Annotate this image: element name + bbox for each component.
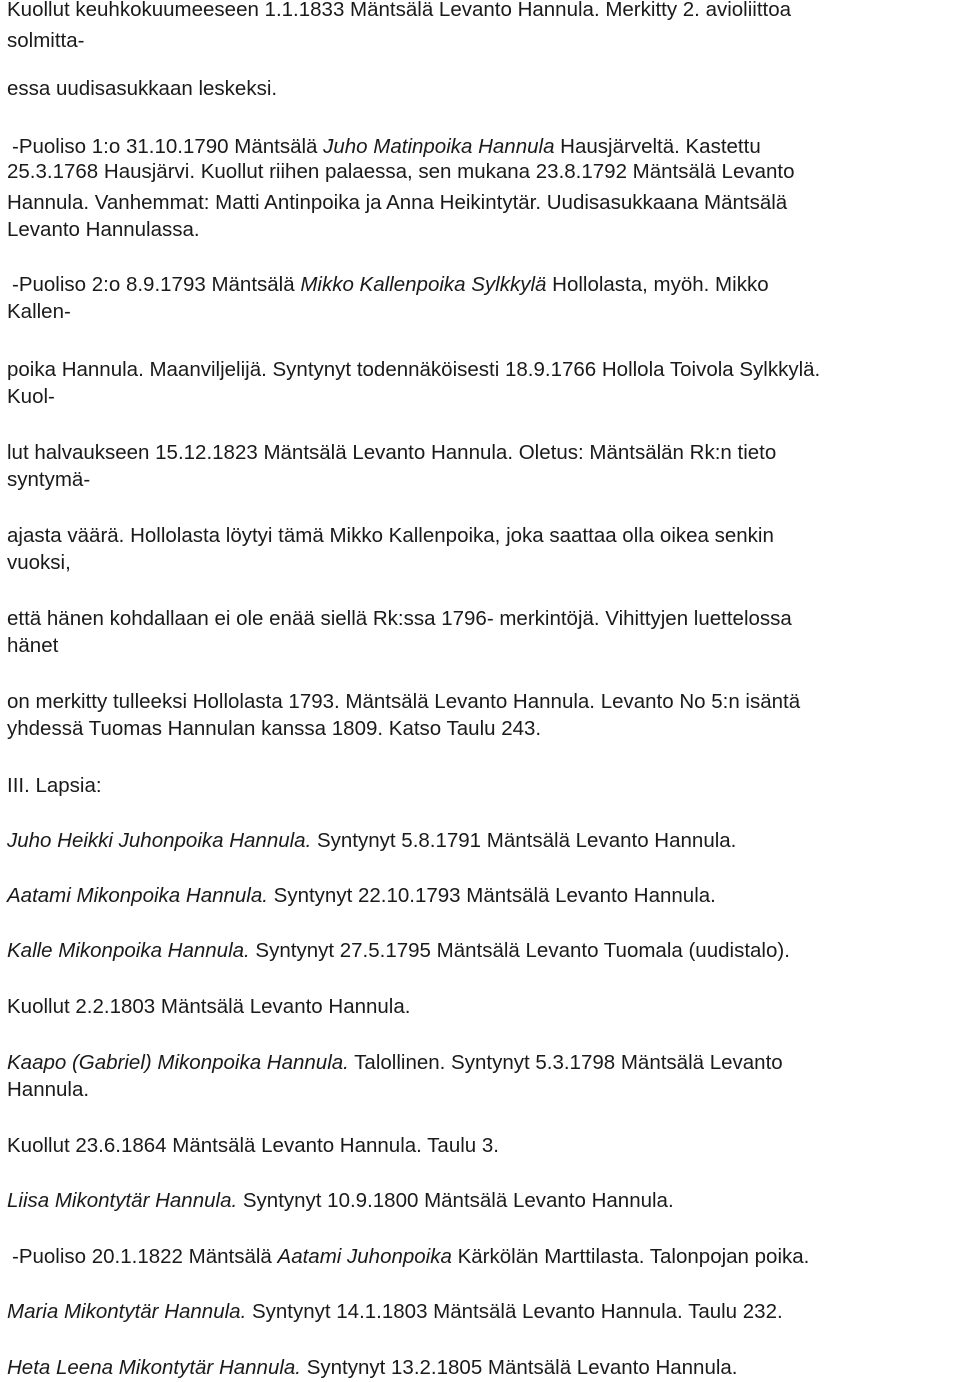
person-name: Kaapo (Gabriel) Mikonpoika Hannula.: [7, 1051, 349, 1074]
text-segment: Talollinen. Syntynyt 5.3.1798 Mäntsälä Levanto: [348, 1051, 783, 1074]
text-segment: Hausjärveltä. Kastettu: [554, 135, 761, 158]
text-segment: Hollolasta, myöh. Mikko: [546, 273, 769, 296]
text-line: [7, 939, 790, 963]
text-segment: Kuollut 23.6.1864 Mäntsälä Levanto Hannula. Taulu 3.: [7, 1134, 499, 1157]
text-segment: III. Lapsia:: [7, 774, 102, 797]
text-segment: Hannula.: [7, 1078, 90, 1101]
text-segment: Kuollut keuhkokuumeeseen 1.1.1833 Mäntsälä Levanto Hannula. Merkitty 2. avioliittoa: [7, 0, 792, 21]
text-line: [7, 551, 71, 575]
text-line: [7, 524, 774, 548]
text-line: [12, 273, 769, 297]
text-segment: syntymä-: [7, 468, 91, 491]
text-segment: -Puoliso 2:o 8.9.1793 Mäntsälä: [12, 273, 301, 296]
text-segment: Syntynyt 27.5.1795 Mäntsälä Levanto Tuomala (uudistalo).: [249, 939, 790, 962]
text-line: [7, 1356, 738, 1380]
text-line: [7, 774, 102, 798]
person-name: Liisa Mikontytär Hannula.: [7, 1189, 238, 1212]
text-line: [7, 1134, 499, 1158]
text-line: [7, 358, 820, 382]
text-line: [7, 1300, 783, 1324]
text-segment: Syntynyt 13.2.1805 Mäntsälä Levanto Hannula.: [301, 1356, 738, 1379]
text-line: [7, 717, 541, 741]
text-line: [7, 77, 277, 101]
text-segment: ajasta väärä. Hollolasta löytyi tämä Mikko Kallenpoika, joka saattaa olla oikea senkin: [7, 524, 774, 547]
text-line: [7, 1078, 89, 1102]
text-segment: Hannula. Vanhemmat: Matti Antinpoika ja Anna Heikintytär. Uudisasukkaana Mäntsälä: [7, 191, 788, 214]
text-segment: Kuollut 2.2.1803 Mäntsälä Levanto Hannula.: [7, 995, 411, 1018]
text-line: [12, 135, 761, 159]
text-segment: on merkitty tulleeksi Hollolasta 1793. Mäntsälä Levanto Hannula. Levanto No 5:n isäntä: [7, 690, 801, 713]
person-name: Heta Leena Mikontytär Hannula.: [7, 1356, 302, 1379]
text-segment: lut halvaukseen 15.12.1823 Mäntsälä Levanto Hannula. Oletus: Mäntsälän Rk:n tieto: [7, 441, 777, 464]
text-segment: Kuol-: [7, 385, 55, 408]
text-segment: Syntynyt 22.10.1793 Mäntsälä Levanto Hannula.: [267, 884, 716, 907]
person-name: Maria Mikontytär Hannula.: [7, 1300, 247, 1323]
text-line: [7, 829, 736, 853]
person-name: Mikko Kallenpoika Sylkkylä: [300, 273, 547, 296]
text-line: [7, 607, 792, 631]
person-name: Aatami Mikonpoika Hannula.: [7, 884, 268, 907]
text-line: [7, 29, 84, 53]
text-segment: -Puoliso 1:o 31.10.1790 Mäntsälä: [12, 135, 324, 158]
text-line: [7, 160, 795, 184]
text-segment: hänet: [7, 634, 59, 657]
text-segment: 25.3.1768 Hausjärvi. Kuollut riihen palaessa, sen mukana 23.8.1792 Mäntsälä Levanto: [7, 160, 795, 183]
text-segment: -Puoliso 20.1.1822 Mäntsälä: [12, 1245, 278, 1268]
text-segment: Syntynyt 5.8.1791 Mäntsälä Levanto Hannula.: [311, 829, 737, 852]
text-line: [12, 1245, 809, 1269]
text-line: [7, 0, 791, 22]
text-segment: että hänen kohdallaan ei ole enää siellä Rk:ssa 1796- merkintöjä. Vihittyjen luettelossa: [7, 607, 792, 630]
person-name: Kalle Mikonpoika Hannula.: [7, 939, 250, 962]
text-segment: Syntynyt 14.1.1803 Mäntsälä Levanto Hannula. Taulu 232.: [246, 1300, 783, 1323]
person-name: Juho Heikki Juhonpoika Hannula.: [7, 829, 312, 852]
text-segment: yhdessä Tuomas Hannulan kanssa 1809. Katso Taulu 243.: [7, 717, 542, 740]
text-line: [7, 218, 200, 242]
text-line: [7, 441, 776, 465]
text-segment: poika Hannula. Maanviljelijä. Syntynyt todennäköisesti 18.9.1766 Hollola Toivola Sylkkylä.: [7, 358, 821, 381]
text-line: [7, 884, 716, 908]
text-line: [7, 468, 90, 492]
text-segment: Levanto Hannulassa.: [7, 218, 200, 241]
text-segment: Kärkölän Marttilasta. Talonpojan poika.: [451, 1245, 810, 1268]
text-line: [7, 634, 58, 658]
text-line: [7, 690, 800, 714]
text-segment: solmitta-: [7, 29, 85, 52]
person-name: Juho Matinpoika Hannula: [323, 135, 555, 158]
text-line: [7, 191, 787, 215]
text-line: [7, 1189, 674, 1213]
text-segment: essa uudisasukkaan leskeksi.: [7, 77, 278, 100]
text-segment: Syntynyt 10.9.1800 Mäntsälä Levanto Hannula.: [237, 1189, 674, 1212]
text-segment: Kallen-: [7, 300, 71, 323]
text-line: [7, 385, 55, 409]
person-name: Aatami Juhonpoika: [277, 1245, 452, 1268]
text-segment: vuoksi,: [7, 551, 71, 574]
text-line: [7, 1051, 783, 1075]
text-line: [7, 300, 71, 324]
text-line: [7, 995, 410, 1019]
